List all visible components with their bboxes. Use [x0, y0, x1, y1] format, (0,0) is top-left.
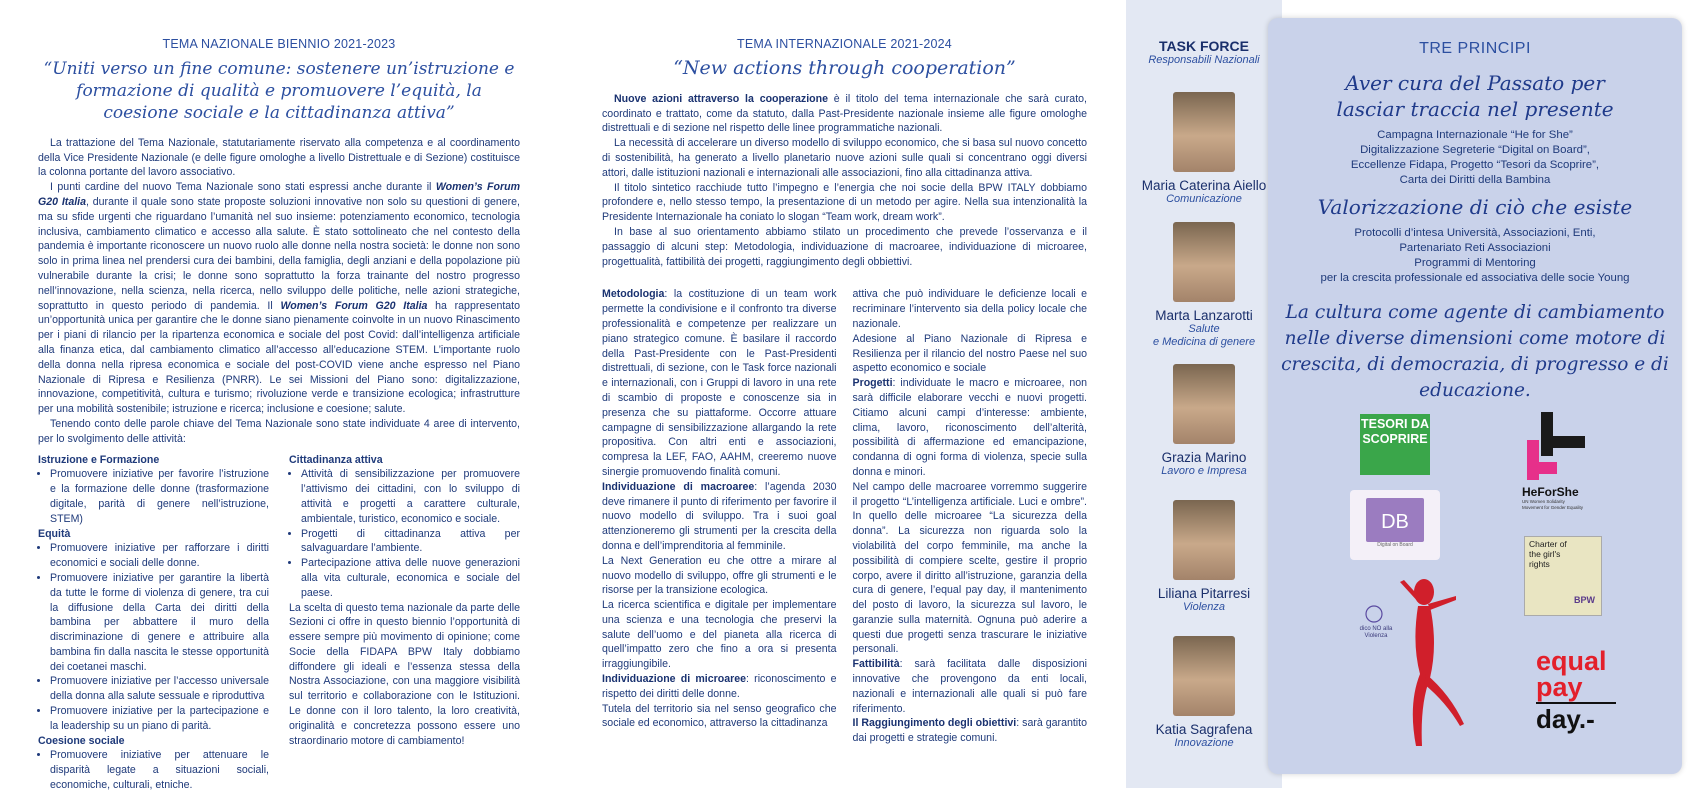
step-text: La Next Generation eu che ottre a mirare al nuovo modello di sviluppo, offre gli strumenti e le risorse per la transizione ecologica. [602, 554, 837, 597]
avatar [1173, 364, 1235, 444]
equal-word: equal [1536, 646, 1607, 676]
intl-steps-right [853, 287, 1088, 746]
area-list [289, 467, 520, 600]
no-violence-label: dico NO alla Violenza [1359, 626, 1393, 639]
avatar [1173, 222, 1235, 302]
db-mark: DB [1366, 498, 1424, 542]
heforshe-sub: UN Women Solidarity Movement for Gender Equality [1522, 499, 1584, 510]
list-item: • Partecipazione attiva delle nuove generazioni alla vita culturale, economica e sociale del paese. [301, 556, 520, 600]
person-card [1126, 500, 1282, 614]
international-theme-title: “New actions through cooperation” [673, 56, 1016, 79]
text-line: Eccellenze Fidapa, Progetto “Tesori da Scoprire”, [1350, 159, 1600, 171]
national-theme-para3: Tenendo conto delle parole chiave del Tema Nazionale sono state individuate 4 aree di intervento, per lo svolgimento delle attività: [38, 417, 520, 445]
person-role: Lavoro e Impresa [1161, 465, 1247, 477]
step-microareas: Individuazione di microaree: riconoscimento e rispetto dei diritti delle donne. [602, 673, 837, 700]
step-text: Adesione al Piano Nazionale di Ripresa e Resilienza per il rilancio del nostro Paese nel suo aspetto economico e sociale [852, 332, 1087, 375]
closing-paragraph: La scelta di questo tema nazionale da parte delle Sezioni ci offre in questo biennio l’opportunità di essere sempre più movimento di opinione; come Socie della FIDAPA BPW Italy dobbiamo diffondere gli ideali e l’essenza stessa della Nostra Associazione, con una maggiore visibilità sul territorio e collaborazione con le Istituzioni. Le donne con il loro talento, la loro creatività, originalità e concretezza possono essere uno straordinario motore di cambiamento! [289, 601, 520, 747]
no-violence-logo [1359, 574, 1484, 774]
task-force-title: TASK FORCE [1159, 38, 1249, 54]
three-principles-panel [1268, 18, 1682, 774]
person-role: Innovazione [1174, 737, 1234, 749]
step-text: attiva che può individuare le deficienze locali e recriminare l’intervento sia della policy locale che nazionale. [852, 288, 1087, 330]
international-theme-kicker: TEMA INTERNAZIONALE 2021-2024 [737, 37, 952, 51]
national-theme-title: “Uniti verso un fine comune: sostenere un’istruzione e formazione di qualità e promuovere l’equità, la coesione sociale e la cittadinanza attiva” [43, 58, 515, 123]
national-theme-kicker: TEMA NAZIONALE BIENNIO 2021-2023 [162, 37, 396, 51]
area-list [38, 467, 269, 526]
principles-title: TRE PRINCIPI [1419, 40, 1531, 57]
step-methodology: Metodologia: la costituzione di un team work permette la condivisione e il confronto tra diverse professionalità e competenze per realizzare un piano strategico comune. È basilare il raccordo della Past-Presidente con le Past-Presidenti distrettuali, di sezione, con le Task force nazionali e internazionali, con i Gruppi di lavoro in una rete di scambio di proposte e conoscenze sia in presenza che su piattaforme. Occorre attuare campagne di sensibilizzazione allargando la rete propositiva. Con altri enti e associazioni, compresa la LEF, FAO, AAHM, creeremo nuove sinergie promuovendo finalità comuni. [602, 288, 837, 478]
heforshe-symbol-icon [1523, 412, 1593, 480]
person-name: Grazia Marino [1161, 450, 1247, 465]
list-item: • Promuovere iniziative per rafforzare i diritti economici e sociali delle donne. [50, 541, 269, 571]
national-theme-para2: I punti cardine del nuovo Tema Nazionale sono stati espressi anche durante il Women’s Forum G20 Italia, durante il quale sono state proposte soluzioni innovative non solo su questioni di genere, ma su sfide urgenti che riguardano l’umanità nel suo insieme: potenziamento economico, tecnologia inclusiva, cambiamento climatico e accesso alla salute. È stato sottolineato che nel contesto della pandemia è importante riconoscere un nuovo ruolo alle donne nella nostra società: le donne non sono solo in prima linea nel prendersi cura dei bambini, della famiglia, degli anziani e della popolazione più vulnerabile durante la crisi; le donne sono soprattutto la forza trainante del nostro progresso nell’innovazione, nella scienza, nella ricerca, nello sviluppo delle politiche, nelle azioni strategiche, soprattutto in questo periodo di pandemia. Il Women’s Forum G20 Italia ha rappresentato un’opportunità unica per garantire che le donne siano pienamente coinvolte in un nuovo Rinascimento per i piani di rilancio per la ripartenza economica e sociale del post Covid: dall’intelligenza artificiale alla finanza etica, dal cambiamento climatico all’accesso all’educazione STEM. L’importante ruolo della donna nella ripresa economica e sociale del post-COVID viene anche espresso nel Piano Nazionale di Ripresa e Resilienza (PNRR). Le sei Missioni del Piano sono: digitalizzazione, innovazione, competitività, cultura e turismo; rivoluzione verde e transizione ecologica; infrastrutture per una mobilità sostenibile; istruzione e ricerca; inclusione e coesione; salute. [38, 181, 521, 416]
intl-para1: Nuove azioni attraverso la cooperazione è il titolo del tema internazionale che sarà curato, coordinato e trattato, come da statuto, dalla Past-Presidente nazionale insieme alle figure omologhe distrettuali e di sezione nel rispetto delle linee programmatiche nazionali. [602, 92, 1087, 135]
digital-on-board-logo [1350, 490, 1440, 560]
list-item: • Promuovere iniziative per attenuare le disparità legate a situazioni sociali, economiche, culturali, etniche. [50, 748, 269, 792]
national-theme-para1: La trattazione del Tema Nazionale, statutariamente riservato alla competenza e al coordinamento della Vice Presidente Nazionale (e delle figure omologhe a livello Distrettuale e di Sezione) costituisce la colonna portante del lavoro associativo. [38, 136, 520, 179]
areas-right [289, 453, 520, 793]
principle-3-title: La cultura come agente di cambiamento nelle diverse dimensioni come motore di crescita, di democrazia, di progresso e di educazione. [1281, 302, 1669, 401]
person-card [1126, 364, 1282, 478]
text-line: per la crescita professionale ed associativa delle socie Young [1320, 272, 1630, 284]
area-heading: Cittadinanza attiva [289, 453, 383, 466]
task-force-panel [1126, 0, 1282, 788]
person-name: Katia Sagrafena [1155, 722, 1253, 737]
person-role: Violenza [1183, 601, 1225, 613]
avatar [1173, 500, 1235, 580]
text-line: Protocolli d’intesa Università, Associazioni, Enti, [1354, 227, 1596, 239]
intl-para3: Il titolo sintetico racchiude tutto l’impegno e l’energia che noi socie della BPW ITALY dobbiamo profondere e, nello stesso tempo, la presentazione di un metodo per agire. Nella sua intenzionalità la Presidente Internazionale ha coniato lo slogan “Team work, dream work”. [602, 181, 1087, 224]
step-projects: Progetti: individuate le macro e microaree, non sarà difficile elaborare vecchi e nuovi progetti. Citiamo alcuni campi d’interesse: ambiente, clima, lavoro, riconoscimento dell’alterità, possibilità di affermazione ed emancipazione, condanna di ogni forma di violenza, specie sulla donna e minori. [852, 377, 1087, 478]
list-item: • Promuovere iniziative per garantire la libertà da tutte le forme di violenza di genere, tra cui la diffusione della Carta dei diritti della bambina per abbattere il muro della discriminazione di genere e attribuire alla bambina fin dalla nascita le stesse opportunità dei coetanei maschi. [50, 571, 269, 675]
person-card [1126, 92, 1282, 206]
charter-girls-rights-logo [1524, 536, 1602, 616]
list-item: • Promuovere iniziative per la partecipazione e la leadership su un piano di parità. [50, 704, 269, 734]
principle-1-title: Aver cura del Passato per lasciar traccia nel presente [1336, 71, 1614, 121]
area-heading: Istruzione e Formazione [38, 453, 160, 466]
person-role: Salute [1188, 323, 1220, 335]
person-card [1126, 636, 1282, 750]
area-heading: Coesione sociale [38, 734, 125, 747]
task-force-subtitle: Responsabili Nazionali [1148, 54, 1260, 66]
person-card [1126, 222, 1282, 349]
intl-para4: In base al suo orientamento abbiamo stilato un procedimento che prevede l’osservanza e il passaggio di alcuni step: Metodologia, individuazione di macroaree, individuazione di microaree, progettualità, fattibilità dei progetti, raggiungimento degli obbiettivi. [602, 225, 1087, 268]
list-item: • Promuovere iniziative per favorire l’istruzione e la formazione delle donne (trasformazione digitale, parità di genere nell’istruzione, STEM) [50, 467, 269, 526]
intl-para2: La necessità di accelerare un diverso modello di sviluppo economico, che si basa sul nuovo concetto di sostenibilità, ha generato a livello planetario nuove azioni sulle quali si concentrano oggi diversi attori, dalle istituzioni nazionali e internazionali alle associazioni, fino alla cittadinanza attiva. [602, 137, 1087, 179]
person-name: Liliana Pitarresi [1157, 586, 1251, 601]
principle-1-text [1268, 128, 1682, 188]
intl-steps [602, 287, 1087, 746]
day-word: day.- [1536, 704, 1595, 734]
list-item: • Progetti di cittadinanza attiva per salvaguardare l’ambiente. [301, 527, 520, 557]
person-name: Marta Lanzarotti [1155, 308, 1253, 323]
pay-word: pay [1536, 672, 1583, 702]
step-text: Nel campo delle macroaree vorremmo suggerire il progetto “L’intelligenza artificiale. Luci e ombre”. In quello delle microaree “La sicurezza della donna”. La sicurezza non riguarda solo la violabilità del corpo femminile, ma anche la possibilità di compiere scelte, gestire il proprio corpo, avere il diritto all’istruzione, garanzia della cura di genere, l’equal pay day, il mantenimento del posto di lavoro, la sicurezza sul lavoro, le garanzie sulla maternità. Ognuna può aderire a questi due progetti senza trascurare le iniziative personali. [852, 480, 1087, 656]
international-theme-column [602, 0, 1087, 746]
person-role: Comunicazione [1166, 193, 1242, 205]
heforshe-logo [1518, 412, 1598, 522]
principle-2-text [1268, 226, 1682, 286]
tesori-da-scoprire-logo: TESORI DA SCOPRIRE [1360, 414, 1430, 475]
intl-steps-left [602, 287, 837, 746]
step-text: La ricerca scientifica e digitale per implementare una scienza e una tecnologia che preservi la salute dell’uomo e del pianeta alla ricerca di quell’impatto zero che fino a ora si presenta irraggiungibile. [602, 599, 837, 671]
areas-left [38, 453, 269, 793]
dancer-figure-icon [1364, 574, 1484, 750]
avatar [1173, 92, 1235, 172]
principle-2-title: Valorizzazione di ciò che esiste [1317, 195, 1633, 219]
equal-pay-day-logo [1536, 648, 1616, 732]
list-item: • Attività di sensibilizzazione per promuovere l’attivismo dei cittadini, con lo sviluppo di attività e progetti a carattere culturale, ambientale, turistico, economico e sociale. [301, 467, 520, 526]
area-list [38, 541, 269, 733]
text-line: Programmi di Mentoring [1414, 257, 1536, 269]
text-line: Partenariato Reti Associazioni [1399, 242, 1551, 254]
step-macroareas: Individuazione di macroaree: l’agenda 2030 deve rimanere il punto di riferimento per favorire il nuovo modello di sviluppo. Tra i suoi goal attenzioneremo gli strumenti per la crescita della donna e dell’imprenditoria al femminile. [602, 480, 837, 552]
area-list [38, 748, 269, 792]
heforshe-label: HeForShe [1522, 485, 1579, 499]
bpw-label: BPW [1574, 595, 1595, 605]
db-sub: Digital on Board [1377, 542, 1413, 548]
step-feasibility: Fattibilità: sarà facilitata dalle disposizioni innovative che provengono da enti locali, nazionali e internazionali alle quali si può fare riferimento. [852, 658, 1087, 715]
text-line: Digitalizzazione Segreterie “Digital on Board”, [1360, 144, 1590, 156]
avatar [1173, 636, 1235, 716]
step-goals: Il Raggiungimento degli obiettivi: sarà garantito dai progetti e strategie comuni. [852, 717, 1087, 745]
national-theme-column [38, 0, 520, 793]
list-item: • Promuovere iniziative per l’accesso universale della donna alla salute sessuale e riproduttiva [50, 674, 269, 704]
person-role: e Medicina di genere [1152, 336, 1256, 348]
text-line: Campagna Internazionale “He for She” [1377, 129, 1573, 141]
text-line: Carta dei Diritti della Bambina [1399, 174, 1551, 186]
person-name: Maria Caterina Aiello [1141, 178, 1267, 193]
area-heading: Equità [38, 527, 71, 540]
charter-label: Charter of the girl's rights [1529, 539, 1567, 569]
areas-of-intervention [38, 453, 520, 793]
step-text: Tutela del territorio sia nel senso geografico che sociale ed economico, attraverso la cittadinanza [602, 702, 837, 730]
